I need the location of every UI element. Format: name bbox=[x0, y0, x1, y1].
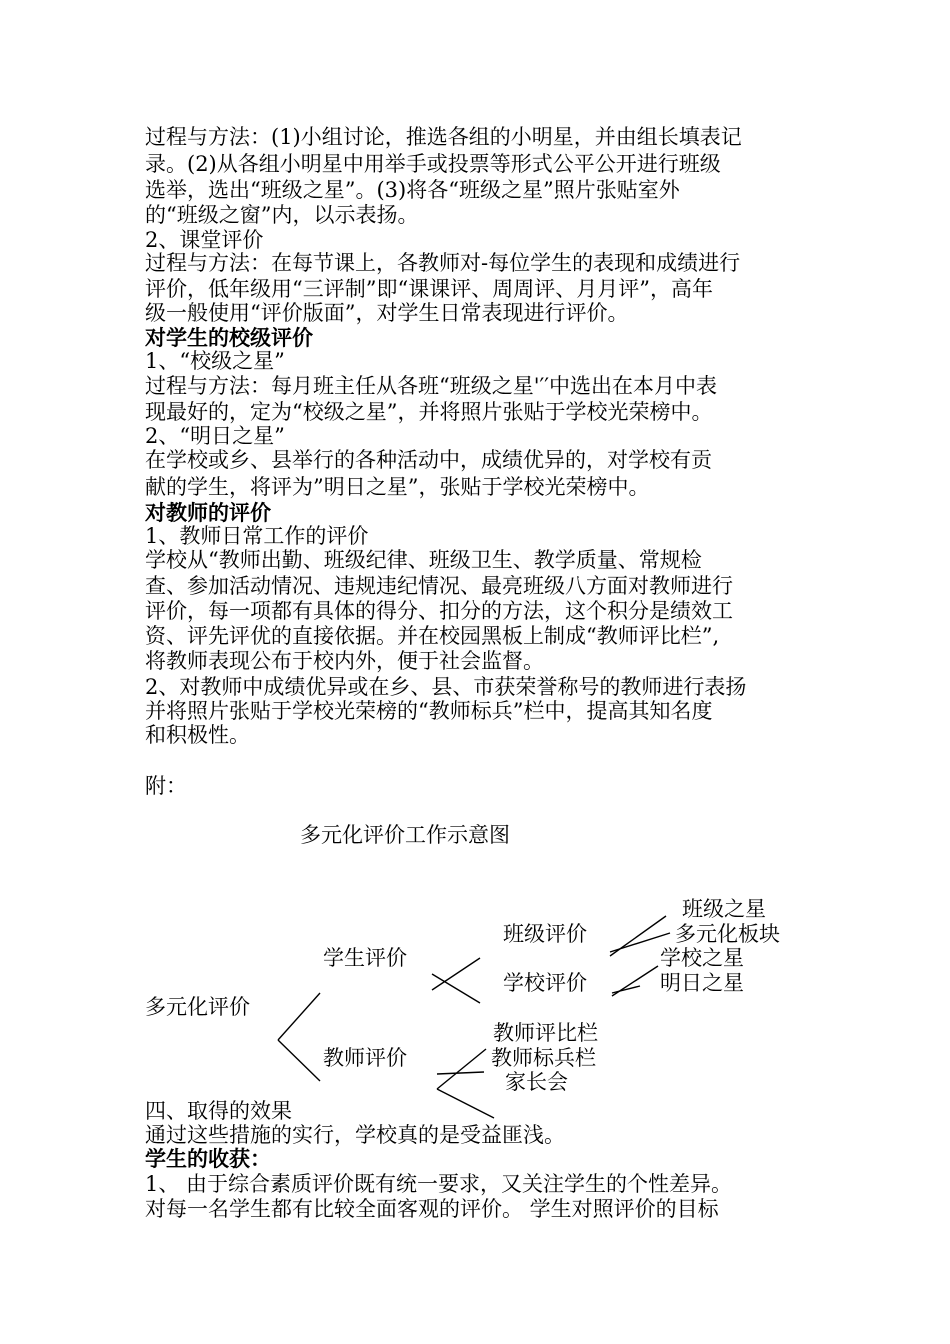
node-multi-board: 多元化板块 bbox=[675, 922, 780, 946]
connector-student-class bbox=[432, 958, 480, 990]
text-line: 1、教师日常工作的评价 bbox=[145, 524, 369, 548]
diagram-root-node: 多元化评价 bbox=[145, 995, 250, 1019]
text-line: 1、“校级之星” bbox=[145, 349, 285, 373]
text-line: 对每一名学生都有比较全面客观的评价。 学生对照评价的目标 bbox=[145, 1197, 719, 1221]
text-line: 在学校或乡、县举行的各种活动中，成绩优异的，对学校有贡 bbox=[145, 448, 712, 472]
text-line: 献的学生，将评为”明日之星”，张贴于学校光荣榜中。 bbox=[145, 475, 650, 499]
text-line: 学校从“教师出勤、班级纪律、班级卫生、教学质量、常规检 bbox=[145, 548, 702, 572]
text-line: 2、对教师中成绩优异或在乡、县、市获荣誉称号的教师进行表扬 bbox=[145, 675, 747, 699]
section-heading: 对学生的校级评价 bbox=[145, 325, 313, 350]
text-line: 通过这些措施的实行，学校真的是受益匪浅。 bbox=[145, 1123, 565, 1147]
text-line: 的“班级之窗”内，以示表扬。 bbox=[145, 203, 419, 227]
text-line: 并将照片张贴于学校光荣榜的“教师标兵”栏中，提高其知名度 bbox=[145, 699, 713, 723]
node-teacher-model: 教师标兵栏 bbox=[491, 1046, 596, 1070]
diagram-title: 多元化评价工作示意图 bbox=[300, 823, 510, 847]
node-class-star: 班级之星 bbox=[682, 897, 766, 921]
section-heading: 学生的收获： bbox=[145, 1146, 271, 1171]
text-line: 评价，低年级用“三评制”即“课课评、周周评、月月评”，高年 bbox=[145, 277, 713, 301]
text-line: 资、评先评优的直接依据。并在校园黑板上制成“教师评比栏”, bbox=[145, 624, 720, 648]
node-class-eval: 班级评价 bbox=[503, 922, 587, 946]
connector-root-student bbox=[278, 993, 320, 1040]
text-line: 将教师表现公布于校内外，便于社会监督。 bbox=[145, 649, 544, 673]
text-line: 2、课堂评价 bbox=[145, 228, 264, 252]
node-parents-meeting: 家长会 bbox=[505, 1070, 568, 1094]
text-line: 过程与方法：每月班主任从各班“班级之星'′′中选出在本月中表 bbox=[145, 374, 718, 398]
text-line: 过程与方法：(1)小组讨论，推选各组的小明星，并由组长填表记 bbox=[145, 125, 742, 149]
node-teacher-compare: 教师评比栏 bbox=[493, 1021, 598, 1045]
node-teacher-eval: 教师评价 bbox=[323, 1046, 407, 1070]
text-line: 选举，选出“班级之星”。(3)将各“班级之星”照片张贴室外 bbox=[145, 178, 680, 202]
connector-root-teacher bbox=[278, 1040, 320, 1081]
text-line: 评价，每一项都有具体的得分、扣分的方法，这个积分是绩效工 bbox=[145, 599, 733, 623]
text-line: 录。(2)从各组小明星中用举手或投票等形式公平公开进行班级 bbox=[145, 152, 721, 176]
text-line: 1、 由于综合素质评价既有统一要求，又关注学生的个性差异。 bbox=[145, 1172, 733, 1196]
connector-teacher-model bbox=[437, 1072, 484, 1074]
connector-teacher-compare bbox=[437, 1049, 486, 1089]
text-line: 查、参加活动情况、违规违纪情况、最亮班级八方面对教师进行 bbox=[145, 574, 733, 598]
node-student-eval: 学生评价 bbox=[323, 946, 407, 970]
appendix-label: 附： bbox=[145, 774, 187, 798]
text-line: 级一般使用“评价版面”，对学生日常表现进行评价。 bbox=[145, 301, 629, 325]
text-line: 现最好的，定为“校级之星”，并将照片张贴于学校光荣榜中。 bbox=[145, 400, 713, 424]
node-tomorrow-star: 明日之星 bbox=[660, 971, 744, 995]
text-line: 和积极性。 bbox=[145, 723, 250, 747]
text-line: 2、“明日之星” bbox=[145, 424, 285, 448]
section-heading: 四、取得的效果 bbox=[145, 1099, 292, 1123]
connector-student-school bbox=[432, 974, 480, 1003]
section-heading: 对教师的评价 bbox=[145, 500, 271, 525]
node-school-star: 学校之星 bbox=[660, 946, 744, 970]
node-school-eval: 学校评价 bbox=[503, 971, 587, 995]
text-line: 过程与方法：在每节课上，各教师对-每位学生的表现和成绩进行 bbox=[145, 251, 741, 275]
